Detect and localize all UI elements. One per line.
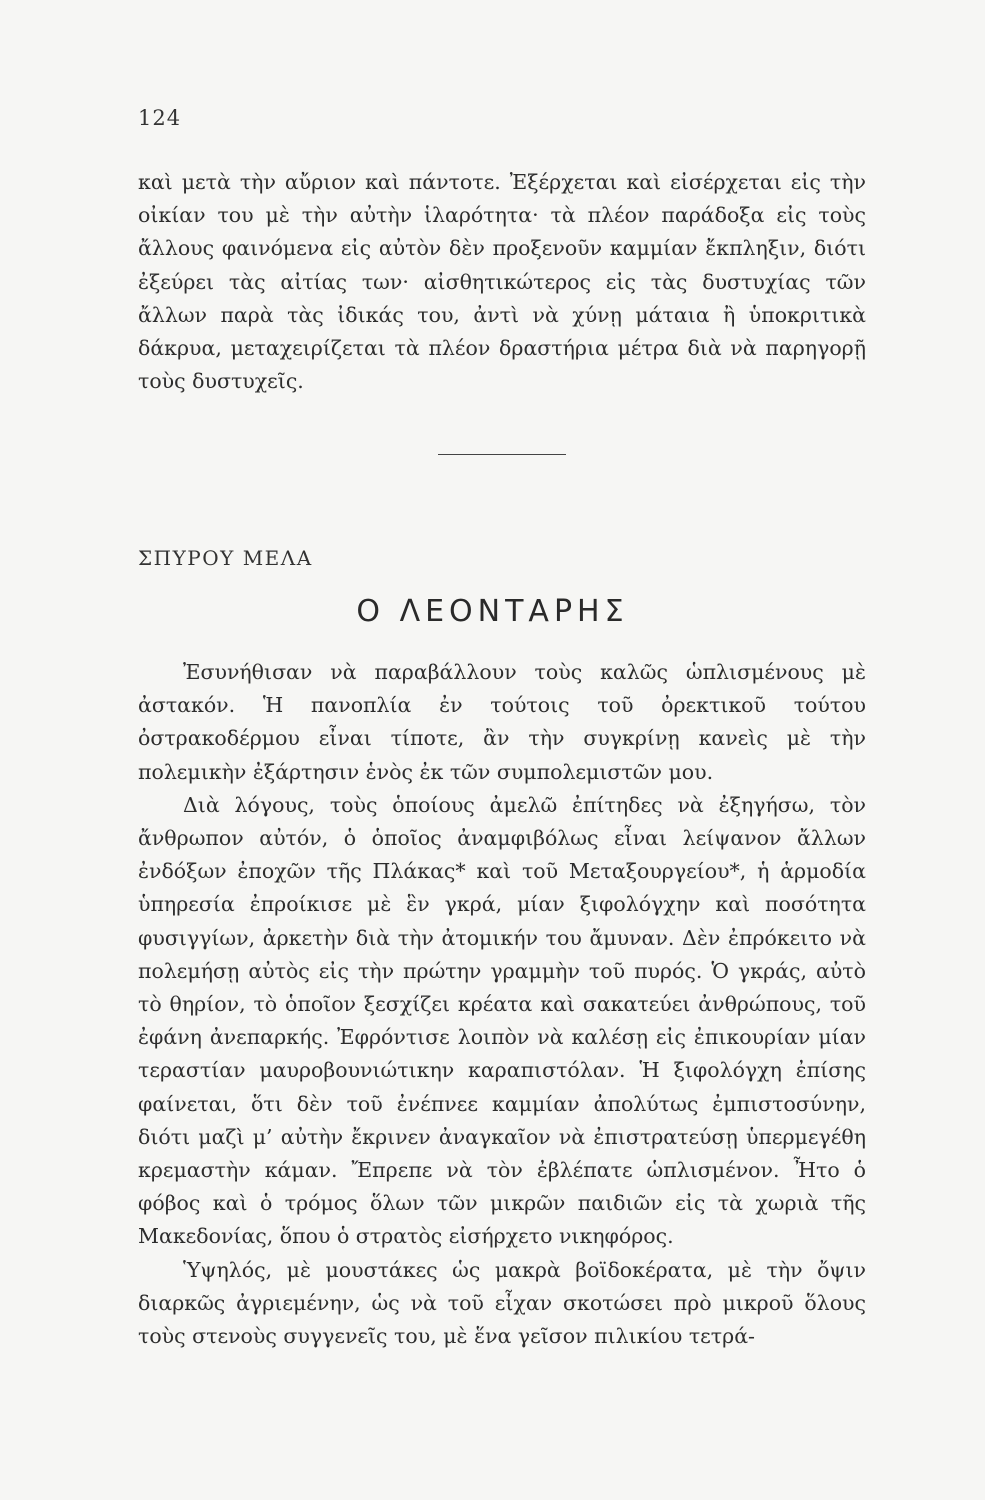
author-name: ΣΠΥΡΟΥ ΜΕΛΑ bbox=[138, 546, 313, 570]
story-title: Ο ΛΕΟΝΤΑΡΗΣ bbox=[356, 594, 629, 629]
section-divider bbox=[438, 454, 566, 455]
paragraph: καὶ μετὰ τὴν αὔριον καὶ πάντοτε. Ἐξέρχεται καὶ εἰσέρχεται εἰς τὴν οἰκίαν του μὲ τὴν αὐτὴν ἱλαρότητα· τὰ πλέον παράδοξα εἰς τοὺς ἄλλους φαινόμενα εἰς αὐτὸν δὲν προξενοῦν καμμίαν ἔκπληξιν, διότι ἐξεύρει τὰς αἰτίας των· αἰσθητικώτερος εἰς τὰς δυστυχίας τῶν ἄλλων παρὰ τὰς ἰδικάς του, ἀντὶ νὰ χύνῃ μάταια ἢ ὑποκριτικὰ δάκρυα, μεταχειρίζεται τὰ πλέον δραστήρια μέτρα διὰ νὰ παρηγορῇ τοὺς δυστυχεῖς. bbox=[138, 170, 866, 394]
previous-story-ending bbox=[138, 166, 866, 398]
paragraph: Ἐσυνήθισαν νὰ παραβάλλουν τοὺς καλῶς ὡπλισμένους μὲ ἀστακόν. Ἡ πανοπλία ἐν τούτοις τοῦ ὀρεκτικοῦ τούτου ὀστρακοδέρμου εἶναι τίποτε, ἂν τὴν συγκρίνῃ κανεὶς μὲ τὴν πολεμικὴν ἐξάρτησιν ἑνὸς ἐκ τῶν συμπολεμιστῶν μου. bbox=[138, 660, 866, 784]
page-number: 124 bbox=[138, 106, 182, 130]
paragraph: Ὑψηλός, μὲ μουστάκες ὡς μακρὰ βοϊδοκέρατα, μὲ τὴν ὄψιν διαρκῶς ἀγριεμένην, ὡς νὰ τοῦ εἶχαν σκοτώσει πρὸ μικροῦ ὅλους τοὺς στενοὺς συγγενεῖς του, μὲ ἕνα γεῖσον πιλικίου τετρά- bbox=[138, 1257, 866, 1349]
paragraph: Διὰ λόγους, τοὺς ὁποίους ἀμελῶ ἐπίτηδες νὰ ἐξηγήσω, τὸν ἄνθρωπον αὐτόν, ὁ ὁποῖος ἀναμφιβόλως εἶναι λείψανον ἄλλων ἐνδόξων ἐποχῶν τῆς Πλάκας* καὶ τοῦ Μεταξουργείου*, ἡ ἁρμοδία ὑπηρεσία ἐπροίκισε μὲ ἓν γκρά, μίαν ξιφολόγχην καὶ ποσότητα φυσιγγίων, ἀρκετὴν διὰ τὴν ἀτομικήν του ἄμυναν. Δὲν ἐπρόκειτο νὰ πολεμήσῃ αὐτὸς εἰς τὴν πρώτην γραμμὴν τοῦ πυρός. Ὁ γκράς, αὐτὸ τὸ θηρίον, τὸ ὁποῖον ξεσχίζει κρέατα καὶ σακατεύει ἀνθρώπους, τοῦ ἐφάνη ἀνεπαρκής. Ἐφρόντισε λοιπὸν νὰ καλέσῃ εἰς ἐπικουρίαν μίαν τεραστίαν μαυροβουνιώτικην καραπιστόλαν. Ἡ ξιφολόγχη ἐπίσης φαίνεται, ὅτι δὲν τοῦ ἐνέπνεε καμμίαν ἀπολύτως ἐμπιστοσύνην, διότι μαζὶ μ’ αὐτὴν ἔκρινεν ἀναγκαῖον νὰ ἐπιστρατεύσῃ ὑπερμεγέθη κρεμαστὴν κάμαν. Ἔπρεπε νὰ τὸν ἐβλέπατε ὡπλισμένον. Ἦτο ὁ φόβος καὶ ὁ τρόμος ὅλων τῶν μικρῶν παιδιῶν εἰς τὰ χωριὰ τῆς Μακεδονίας, ὅπου ὁ στρατὸς εἰσήρχετο νικηφόρος. bbox=[138, 792, 866, 1249]
story-body bbox=[138, 656, 866, 1353]
